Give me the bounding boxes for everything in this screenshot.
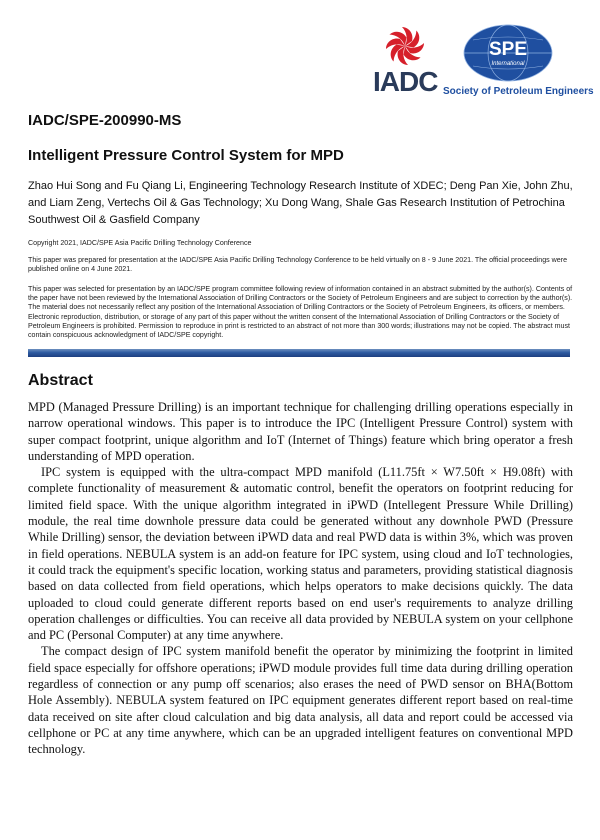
paper-title: Intelligent Pressure Control System for MPD: [28, 147, 344, 164]
copyright-notice: Copyright 2021, IADC/SPE Asia Pacific Drilling Technology Conference: [28, 239, 252, 247]
abstract-paragraph: The compact design of IPC system manifold benefit the operator by minimizing the footprint in limited field space especially for offshore operations; iPWD module provides full time data during drilling operation regardless of connection or any pump off scenarios; also erases the need of PWD sensor on BHA(Bottom Hole Assembly). NEBULA system featured on IPC equipment generates different report based on real-time data received on site after cloud calculation and big data analysis, all data and report could be accessed via cellphone or PC at any time anywhere, which can be an upgraded intelligent features on conventional MPD technology.: [28, 644, 573, 757]
abstract-heading: Abstract: [28, 372, 93, 389]
spe-badge-text: SPE: [488, 39, 528, 60]
spe-badge-subtext: International: [491, 61, 525, 67]
abstract-paragraph: IPC system is equipped with the ultra-compact MPD manifold (L11.75ft × W7.50ft × H9.08ft) with complete functionality of measurement & automatic control, benefit the operators on footprint reducing for limited field space. With the unique algorithm integrated in iPWD (Intellegent Pressure While Drilling) module, the real time downhole pressure data could be generated without any downhole PWD (Pressure While Drilling) sensor, the deviation between iPWD data and real PWD data is within 3%, which was proven in field operations. NEBULA system is an add-on feature for IPC system, using cloud and IoT technologies, it could track the equipment's specific location, working status and parameters, providing statistical diagnosis based on data collected from field operations, which helps operators to make decisions quickly. The data uploaded to cloud could generate different reports based on end user's requirements to analyze drilling operation challenges or difficulties. You can receive all data provided by NEBULA system on your cellphone and PC (Personal Computer) at any time anywhere.: [28, 465, 573, 643]
review-disclaimer: This paper was selected for presentation by an IADC/SPE program committee following review of information contained in an abstract submitted by the author(s). Contents of the paper have not been reviewed by the International Association of Drilling Contractors or the Society of Petroleum Engineers and are subject to correction by the author(s). The material does not necessarily reflect any position of the International Association of Drilling Contractors or the Society of Petroleum Engineers, its officers, or members. Electronic reproduction, distribution, or storage of any part of this paper without the written consent of the International Association of Drilling Contractors or the Society of Petroleum Engineers is prohibited. Permission to reproduce in print is restricted to an abstract of not more than 300 words; illustrations may not be copied. The abstract must contain conspicuous acknowledgment of IADC/SPE copyright.: [28, 285, 573, 340]
iadc-logo-text: IADC: [373, 66, 438, 97]
spe-logo-text: Society of Petroleum Engineers: [443, 86, 594, 97]
presentation-notice: This paper was prepared for presentation at the IADC/SPE Asia Pacific Drilling Technology Conference to be held virtually on 8 - 9 June 2021. The official proceedings were published online on 4 June 2021.: [28, 256, 568, 274]
header-logos: [373, 24, 594, 100]
abstract-paragraph: MPD (Managed Pressure Drilling) is an important technique for challenging drilling operations especially in narrow operational windows. This paper is to introduce the IPC (Intelligent Pressure Control) system with super compact footprint, unique algorithm and IoT (Internet of Things) feature which bring operator a fresh understanding of MPD operation.: [28, 400, 573, 463]
section-divider-bar: [28, 349, 570, 357]
author-list: Zhao Hui Song and Fu Qiang Li, Engineering Technology Research Institute of XDEC; Deng Pan Xie, John Zhu, and Liam Zeng, Vertechs Oil & Gas Technology; Xu Dong Wang, Shale Gas Research Institution of Petrochina Southwest Oil & Gasfield Company: [28, 180, 573, 226]
paper-id: IADC/SPE-200990-MS: [28, 112, 182, 129]
abstract-body: [28, 399, 573, 758]
